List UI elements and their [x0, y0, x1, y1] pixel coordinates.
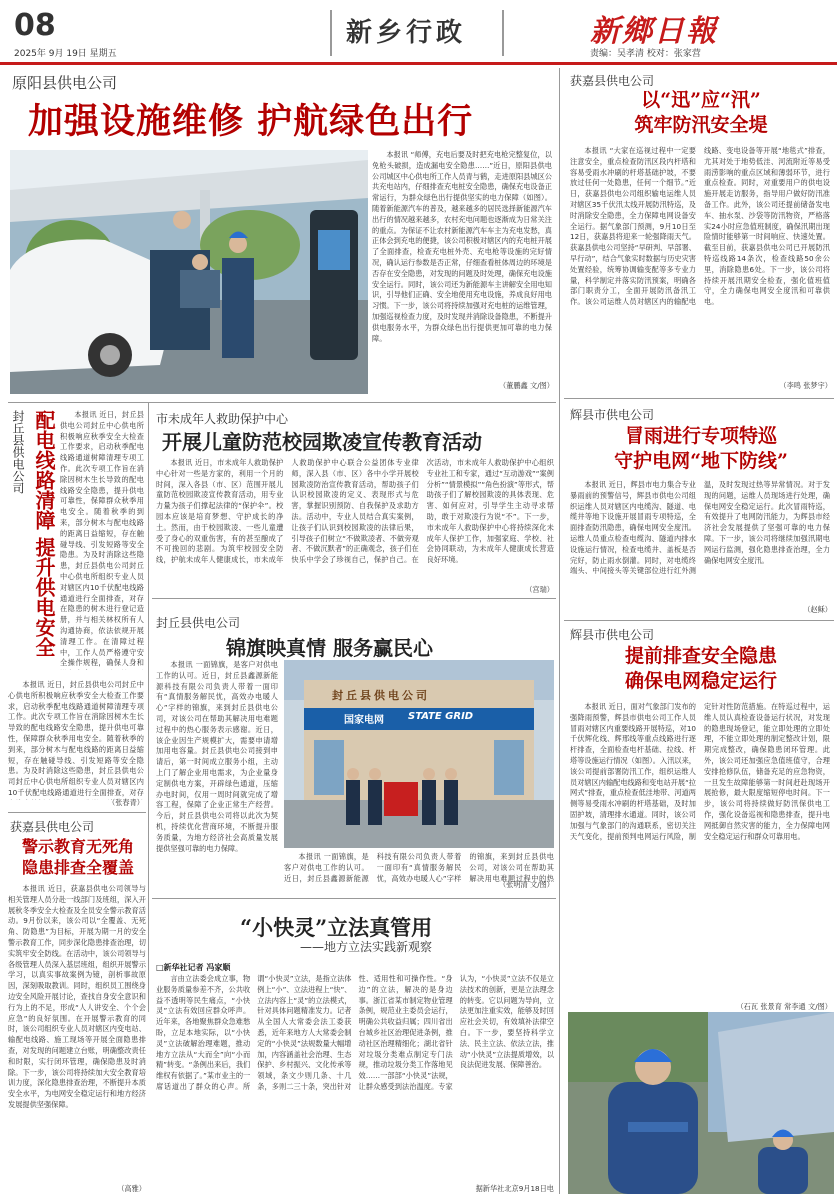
art3-byline: （张春青）	[108, 798, 144, 807]
art9-dept: 辉县市供电公司	[570, 628, 655, 642]
brand-sign-cn: 国家电网	[344, 715, 384, 726]
building-sign: 封丘县供电公司	[332, 689, 430, 702]
header-rule	[0, 62, 837, 66]
art6-photo	[284, 660, 554, 848]
art5-dept: 辉县市供电公司	[570, 408, 655, 422]
rule	[8, 402, 556, 403]
art3-body-col2: 本报讯 近日，封丘县供电公司封丘中心供电所积极响应秋季安全大检查工作要求，启动秋季配电线路通道树障清理专项工作。此次专项工作旨在消除因树木生长导致的配电线路安全隐患，提升供电可靠性，保障群众秋季用电安全。随着秋季的到来，部分树木与配电线路的距离日益缩短，存在触碰导线、引发短路等安全隐患。为及时消除这些隐患，封丘县供电公司封丘中心供电所组织专业人员对辖区内10千伏配电线路通道进行全面排查，对存	[8, 680, 144, 797]
art2-title: 以“迅”应“汛” 筑牢防汛安全堤	[634, 89, 768, 136]
header-divider	[502, 10, 504, 56]
art6-title: 锦旗映真情 服务赢民心	[226, 636, 433, 660]
art8-title: “小快灵”立法真管用	[240, 915, 433, 940]
art6-dept: 封丘县供电公司	[156, 616, 241, 630]
art4-body: 本报讯 近日，市未成年人救助保护中心针对一些是方家的，利用一个月的时间，深入各县（市、区）范围开展儿童防范校园欺凌宣传教育活动，用专业力量为孩子们撑起法律的“保护伞”。校园本应该是培育梦想、守护成长的净土。然而，由于校园欺凌、一些儿童遭受了身心的双重伤害，有的甚至酿成了不可挽回的悲剧。为筑牢校园安全防线，护航未成年人健康成长，市未成年人救助保护中心联合公益团体专业律师，深入县（市、区）各中小学开展校园欺凌防治宣传教育活动，帮助孩子们认识校园欺凌的定义、表现形式与危害，掌握识别预防、自我保护及求助方法。活动中，专业人员结合真实案例，让孩子们认识到校园欺凌的法律后果，引导孩子们树立“不做欺凌者、不做旁观者、不做沉默者”的正确观念，孩子们在快乐中学会了珍视自己，保护自己。在次活动，市未成年人救助保护中心组织专业社工和专家，通过“互动游戏”“案例分析”“情景模拟”“角色扮演”等形式，帮助孩子们了解校园欺凌的具体表现、危害、如何应对，引导学生主动寻求帮助，敢于对欺凌行为说“不”。下一步，市未成年人救助保护中心将持续深化未成年人保护工作，加强家庭、学校、社会协同联动，为未成年人健康成长营造良好环境。	[156, 458, 554, 565]
art9-byline: （石瓦 张景育 常李通 文/图）	[736, 1002, 832, 1011]
art8-body: 言由立法委会成立事，物业服务质量参差不齐，公共收益不透明等民生痛点，“小快灵”立法有效回应群众呼声。近年来，各地聚焦群众急难愁盼，立足本地实际，以“小快灵”立法破解治理难题，推动地方立法从“大而全”向“小而精”转变。“条例出来后，我们维权有依据了。”某市业主的一席话道出了群众的心声。所谓“小快灵”立法，是指立法体例上“小”、立法进程上“快”、立法内容上“灵”的立法模式，针对具体问题精准发力。记者从全国人大常委会法工委获悉，近年来地方人大常委会制定的“小快灵”法规数量大幅增加，内容涵盖社会治理、生态保护、乡村振兴、文化传承等领域，条文少则几条、十几条，多则二三十条，突出针对性、适用性和可操作性。“身边”的立法，解决的是身边事。浙江省某市制定物业管理条例，规范业主委员会运行，明确公共收益归属；四川省出台城乡社区治理促进条例，推动社区治理精细化；湖北省针对垃圾分类难点制定专门法规，推动垃圾分类工作落地见效……一部部“小快灵”法规，让群众感受到法治温度。专家认为，“小快灵”立法不仅是立法技术的创新，更是立法理念的转变。它以问题为导向，立法更加注重实效，能够及时回应社会关切，有效填补法律空白。下一步，要坚持科学立法、民主立法、依法立法，推动“小快灵”立法提质增效，以良法促进发展、保障善治。	[156, 974, 554, 1091]
art8-byline: 据新华社北京9月18日电	[475, 1184, 554, 1193]
art1-dept: 原阳县供电公司	[12, 74, 118, 92]
art8-subtitle: ——地方立法实践新观察	[300, 940, 433, 954]
rule	[152, 898, 556, 899]
art2-body: 本报讯 “大家在巡视过程中一定要注意安全，重点检查防汛区段内杆塔和容易受雨水冲刷的杆塔基础护坡，不要放过任何一处隐患，任何一个细节。”近日，获嘉县供电公司组织输电运维人员对辖区35千伏汛太线开展防汛特巡，及时消除安全隐患，全力保障电网设备安全运行。据气象部门预测，9月10日至12日，获嘉县将迎来一轮强降雨天气。获嘉县供电公司坚持“早研判、早部署、早行动”，结合气象实时数据与历史灾害处置经验，统筹协调输变配等多专业力量，科学制定并落实防汛预案，明确各部门职责分工，全面开展防汛备汛工作。该公司运维人员对辖区内的输配电线路、变电设备等开展“地毯式”排查，尤其对处于地势低洼、河流附近等易受雨涝影响的重点区域和薄弱环节，进行重点检查。同时，对重要用户的供电设施开展走访服务，指导用户做好防汛准备工作。此外，该公司还提前储备发电车、抽水泵、沙袋等防汛物资，严格落实24小时应急值班制度，确保汛期出现险情时能够第一时间响应、快速处置。截至目前，获嘉县供电公司已开展防汛特巡线路14条次，检查线路50余公里，消除隐患6处。下一步，该公司将持续开展汛期安全检查，强化值班值守，全力确保电网安全度汛和可靠供电。	[570, 146, 830, 307]
art5-title: 冒雨进行专项特巡 守护电网“地下防线”	[614, 425, 788, 472]
section-title: 新乡行政	[346, 18, 467, 48]
rule	[8, 812, 146, 813]
art1-photo	[10, 150, 368, 394]
newspaper-logo: 新鄉日報	[590, 14, 718, 49]
column-divider	[148, 402, 149, 1012]
page-number: 08	[14, 8, 56, 43]
art1-byline: （董鹏鑫 文/图）	[498, 381, 554, 390]
editor-credits: 责编：吴孝清 校对：张家营	[590, 49, 701, 59]
art1-title: 加强设施维修 护航绿色出行	[28, 101, 474, 142]
art4-byline: （宫瑞）	[525, 585, 554, 594]
rule	[564, 398, 834, 399]
art6-body-col1: 本报讯 一面锦旗，是客户对供电工作的认可。近日，封丘县鑫源新能源科技有限公司负责人带着一面印有“真情服务解民忧，高效办电暖人心”字样的锦旗，来到封丘县供电公司，对该公司在帮助其解决用电难题过程中的热心服务表示感谢。近日，该企业因生产规模扩大，需要申请增加用电容量。封丘县供电公司接到申请后，第一时间成立服务小组，主动上门了解企业用电需求，为企业量身定制供电方案，开辟绿色通道，压缩办电时间，仅用一周时间就完成了增容工程，保障了企业正常生产经营。今后，封丘县供电公司将以此次为契机，持续优化营商环境，不断提升服务质量，为地方经济社会高质量发展提供坚强可靠的电力保障。	[156, 660, 278, 853]
art4-title: 开展儿童防范校园欺凌宣传教育活动	[162, 430, 482, 454]
art3-title: 配电线路清障 提升供电安全	[32, 410, 56, 657]
art9-photo	[568, 1012, 834, 1194]
issue-date: 2025年 9月 19日 星期五	[14, 49, 117, 59]
art7-byline: （高雅）	[117, 1184, 146, 1193]
art1-body: 本报讯 “师傅，充电后要及时把充电枪完整复位，以免枪头破损，造成漏电安全隐患……”近日，原阳县供电公司城区中心供电所工作人员青与鹤，走进原阳县城区公共充电站内，仔细排查充电桩安全隐患，确保充电设备正常运行，为群众绿色出行提供坚实的电力保障（如图）。随着新能源汽车的普及，越来越多的居民选择新能源汽车出行的情况越来越多，农村充电问题也逐渐成为日常关注的重点。为保证不让农村新能源汽车车主为充电发愁，真正体会到充电的便捷，该公司积极对辖区内的充电桩开展了全面排查，检查充电桩外壳、充电枪等设施的完好情况，确认运行参数是否正常，仔细查看桩体周边的环境是否存在安全隐患，对发现的问题及时处理，确保充电设施安全运行。同时，该公司还为新能源车主讲解安全用电知识，引导他们正确、安全地使用充电设施，养成良好用电习惯。下一步，该公司将持续加强对充电桩的运维管理，加强巡视检查力度，及时发现并消除设备隐患，不断提升供电服务水平，为群众绿色出行提供更加可靠的电力保障。	[372, 150, 552, 343]
rule	[152, 598, 556, 599]
rule	[564, 620, 834, 621]
art5-body: 本报讯 近日，辉县市电力集合专业暴雨前的预警信号，辉县市供电公司组织运维人员对辖区内电缆沟、隧道、电缆井等地下设施开展冒雨专项特巡，全面排查防汛隐患，确保电网安全度汛。运维人员重点检查电缆沟、隧道内排水设施运行情况，检查电缆井、盖板是否完好，防止雨水倒灌。同时，对电缆终端头、中间接头等关键部位进行红外测温，及时发现过热等异常情况。对于发现的问题，运维人员现场进行处理，确保电网安全稳定运行。此次冒雨特巡，有效提升了电网防汛能力，为辉县市经济社会发展提供了坚强可靠的电力保障。下一步，该公司将继续加强汛期电网运行监测，强化隐患排查治理，全力确保电网安全度汛。	[570, 480, 830, 576]
art7-dept: 获嘉县供电公司	[10, 820, 95, 834]
art3-body-col1: 本报讯 近日，封丘县供电公司封丘中心供电所积极响应秋季安全大检查工作要求，启动秋季配电线路通道树障清理专项工作。此次专项工作旨在消除因树木生长导致的配电线路安全隐患，提升供电可靠性，保障群众秋季用电安全。随着秋季的到来，部分树木与配电线路的距离日益缩短，存在触碰导线、引发短路等安全隐患。为及时消除这些隐患，封丘县供电公司封丘中心供电所组织专业人员对辖区内10千伏配电线路通道进行全面排查，对存在隐患的树木进行登记造册，并与相关林权所有人沟通协商，依法依规开展清理工作。在清障过程中，工作人员严格遵守安全操作规程，确保人身和	[60, 410, 144, 668]
art5-byline: （赵稣）	[803, 605, 832, 614]
column-divider	[559, 68, 560, 1194]
art6-body-col2: 本报讯 一面锦旗，是客户对供电工作的认可。近日，封丘县鑫源新能源科技有限公司负责人带着一面印有“真情服务解民忧，高效办电暖人心”字样的锦旗，来到封丘县供电公司，对该公司在帮助其解决用电难题过程中的热	[284, 852, 554, 883]
art6-byline: （张明清 文/图）	[498, 880, 554, 889]
brand-sign-en: STATE GRID	[408, 711, 474, 722]
art2-byline: （李鸣 张梦宇）	[779, 381, 832, 390]
header-divider	[330, 10, 332, 56]
art9-title: 提前排查安全隐患 确保电网稳定运行	[624, 645, 777, 692]
art4-dept: 市未成年人救助保护中心	[156, 412, 289, 426]
art7-body: 本报讯 近日，获嘉县供电公司领导与相关管理人员分赴一线部门及班组，深入开展秋冬季安全大检查及全员安全警示教育活动。9月份以来，该公司以“全覆盖、无死角、防隐患”为目标，开展为期一月的安全警示教育工作，同步深化隐患排查治理，切实筑牢安全防线。在活动中，该公司领导与各级管理人员深入基层班组，组织开展警示学习，以真实事故案例为镜，剖析事故原因，深刻吸取教训。同时，组织员工围绕身边安全风险开展讨论，查找自身安全意识和行为上的不足，形成“人人讲安全、个个会应急”的良好氛围。在开展警示教育的同时，该公司组织专业人员对辖区内变电站、输配电线路、施工现场等开展全面隐患排查，对发现的问题建立台账，明确整改责任和时限，实行闭环管理，确保隐患及时消除。下一步，该公司将持续加大安全教育培训力度，深化隐患排查治理，不断提升本质安全水平，为电网安全稳定运行和地方经济发展提供坚强保障。	[8, 884, 146, 1109]
art8-source: □新华社记者 冯家顺	[156, 963, 231, 972]
art7-title: 警示教育无死角 隐患排查全覆盖	[21, 837, 134, 877]
art2-dept: 获嘉县供电公司	[570, 74, 655, 88]
art3-dept: 封丘县供电公司	[11, 410, 25, 494]
art9-body: 本报讯 近日，面对气象部门发布的强降雨预警，辉县市供电公司工作人员冒雨对辖区内重要线路开展特巡，对10千伏辉化线、辉邢线等重点线路进行逐杆排查，全面检查电杆基础、拉线、杆塔等设施运行情况（如图）。入汛以来，该公司提前部署防汛工作，组织运维人员对辖区内输配电线路和变电站开展“拉网式”排查，重点检查低洼地带、河道两侧等易受雨水冲刷的杆塔基础，及时加固护坡，清理排水通道。同时，该公司加强与气象部门的沟通联系，密切关注天气变化，提前预判电网运行风险，制定针对性防范措施。在特巡过程中，运维人员认真检查设备运行状况，对发现的隐患现场登记，能立即处理的立即处理，不能立即处理的制定整改计划，限期完成整改，确保隐患闭环管理。此外，该公司还加强应急值班值守，合理安排抢修队伍，储备充足的应急物资，一旦发生故障能够第一时间赶赴现场开展抢修，最大限度缩短停电时间。下一步，该公司将持续做好防汛保供电工作，强化设备巡视和隐患排查，提升电网抵御自然灾害的能力，全力保障电网安全稳定运行和群众可靠用电。	[570, 702, 830, 841]
